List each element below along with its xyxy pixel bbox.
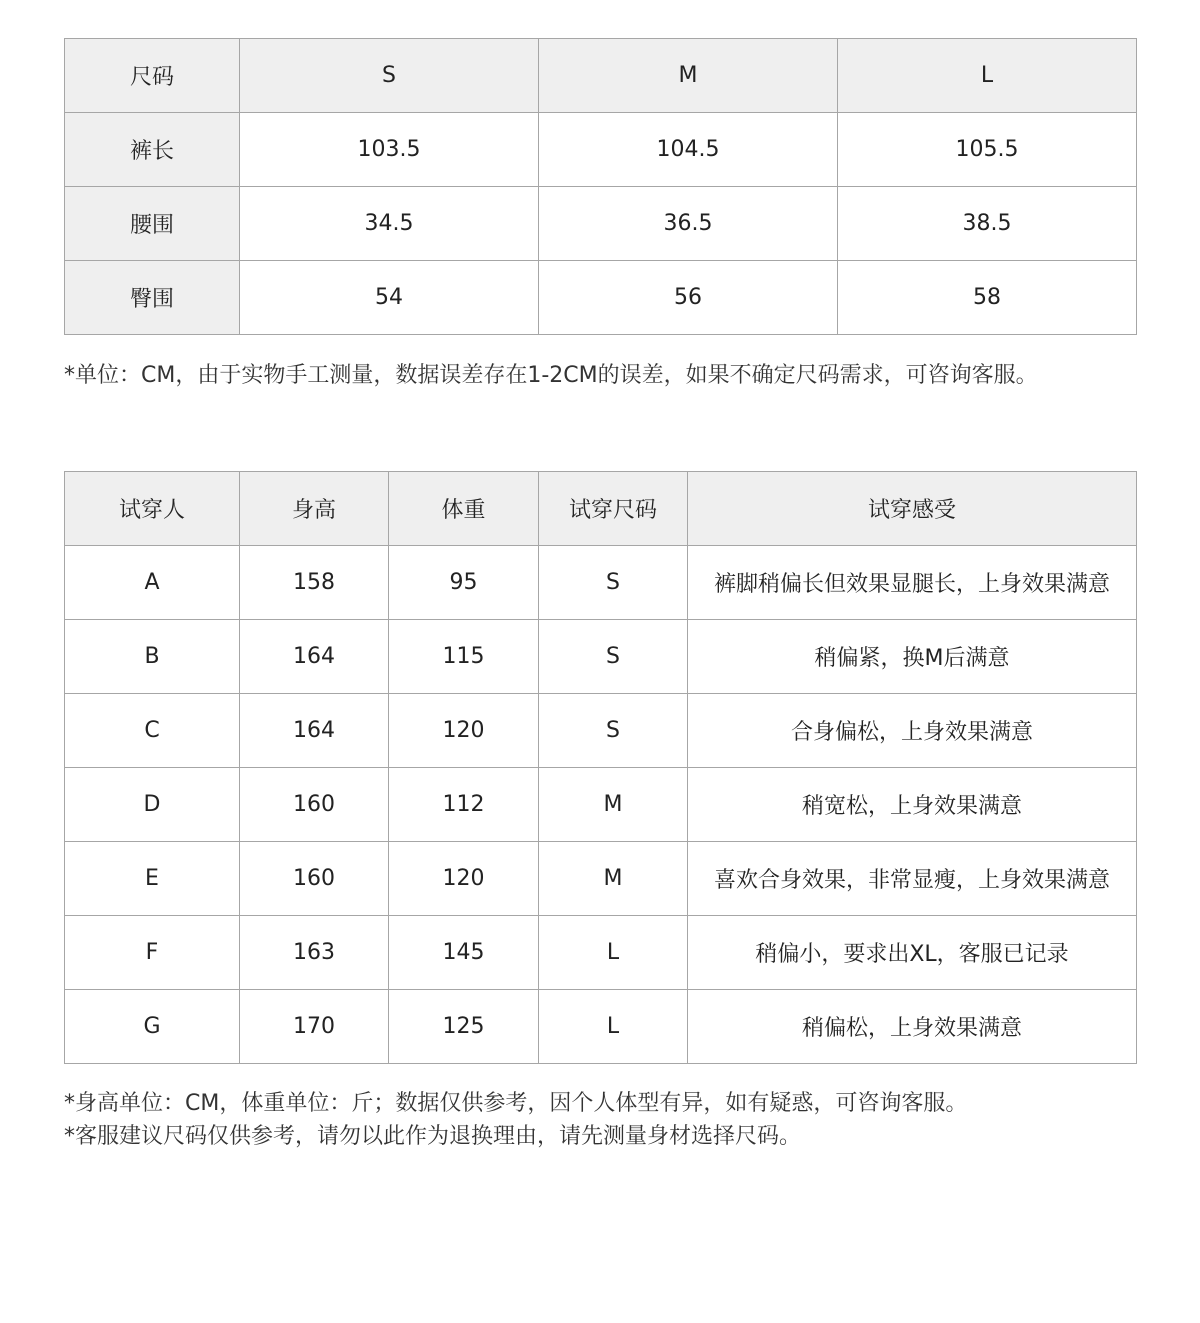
tester-height: 158	[240, 546, 389, 620]
tester-weight: 125	[389, 990, 539, 1064]
tester-id: D	[65, 768, 240, 842]
tester-height: 160	[240, 768, 389, 842]
header-cell-s: S	[240, 39, 539, 113]
tester-feedback: 稍偏小，要求出XL，客服已记录	[688, 916, 1137, 990]
tester-id: F	[65, 916, 240, 990]
tester-height: 163	[240, 916, 389, 990]
header-cell-size: 尺码	[65, 39, 240, 113]
tester-weight: 112	[389, 768, 539, 842]
tester-size: S	[539, 620, 688, 694]
size-chart-row-hip	[65, 261, 1137, 335]
header-cell-trial-size: 试穿尺码	[539, 472, 688, 546]
size-value: 36.5	[539, 187, 838, 261]
tester-size: M	[539, 768, 688, 842]
tester-id: B	[65, 620, 240, 694]
tester-height: 160	[240, 842, 389, 916]
tester-size: S	[539, 546, 688, 620]
fitting-row-b	[65, 620, 1137, 694]
size-value: 103.5	[240, 113, 539, 187]
fitting-row-a	[65, 546, 1137, 620]
tester-height: 164	[240, 694, 389, 768]
fitting-row-f	[65, 916, 1137, 990]
size-chart-note: *单位：CM，由于实物手工测量，数据误差存在1-2CM的误差，如果不确定尺码需求，可咨询客服。	[64, 363, 1038, 388]
tester-id: G	[65, 990, 240, 1064]
tester-size: L	[539, 916, 688, 990]
header-cell-feedback: 试穿感受	[688, 472, 1137, 546]
row-label-hip: 臀围	[65, 261, 240, 335]
fitting-row-d	[65, 768, 1137, 842]
size-value: 56	[539, 261, 838, 335]
size-value: 58	[838, 261, 1137, 335]
tester-id: A	[65, 546, 240, 620]
tester-size: S	[539, 694, 688, 768]
tester-weight: 120	[389, 842, 539, 916]
tester-weight: 145	[389, 916, 539, 990]
fitting-note-units: *身高单位：CM，体重单位：斤；数据仅供参考，因个人体型有异，如有疑惑，可咨询客服。	[64, 1091, 968, 1116]
row-label-waist: 腰围	[65, 187, 240, 261]
row-label-pants-length: 裤长	[65, 113, 240, 187]
tester-id: C	[65, 694, 240, 768]
fitting-row-g	[65, 990, 1137, 1064]
header-cell-weight: 体重	[389, 472, 539, 546]
tester-feedback: 裤脚稍偏长但效果显腿长，上身效果满意	[688, 546, 1137, 620]
tester-weight: 120	[389, 694, 539, 768]
size-value: 54	[240, 261, 539, 335]
size-value: 38.5	[838, 187, 1137, 261]
tester-size: M	[539, 842, 688, 916]
tester-id: E	[65, 842, 240, 916]
fitting-report-table	[64, 471, 1137, 1064]
tester-feedback: 喜欢合身效果，非常显瘦，上身效果满意	[688, 842, 1137, 916]
header-cell-tester: 试穿人	[65, 472, 240, 546]
tester-feedback: 合身偏松，上身效果满意	[688, 694, 1137, 768]
size-value: 34.5	[240, 187, 539, 261]
size-chart-table	[64, 38, 1137, 335]
fitting-row-c	[65, 694, 1137, 768]
tester-height: 170	[240, 990, 389, 1064]
fitting-header-row	[65, 472, 1137, 546]
tester-weight: 115	[389, 620, 539, 694]
header-cell-l: L	[838, 39, 1137, 113]
size-chart-header-row	[65, 39, 1137, 113]
header-cell-height: 身高	[240, 472, 389, 546]
fitting-row-e	[65, 842, 1137, 916]
tester-height: 164	[240, 620, 389, 694]
size-value: 104.5	[539, 113, 838, 187]
fitting-note-disclaimer: *客服建议尺码仅供参考，请勿以此作为退换理由，请先测量身材选择尺码。	[64, 1124, 802, 1149]
tester-feedback: 稍偏紧，换M后满意	[688, 620, 1137, 694]
tester-feedback: 稍偏松，上身效果满意	[688, 990, 1137, 1064]
tester-feedback: 稍宽松，上身效果满意	[688, 768, 1137, 842]
tester-size: L	[539, 990, 688, 1064]
size-value: 105.5	[838, 113, 1137, 187]
tester-weight: 95	[389, 546, 539, 620]
header-cell-m: M	[539, 39, 838, 113]
size-chart-row-waist	[65, 187, 1137, 261]
size-chart-row-pants-length	[65, 113, 1137, 187]
